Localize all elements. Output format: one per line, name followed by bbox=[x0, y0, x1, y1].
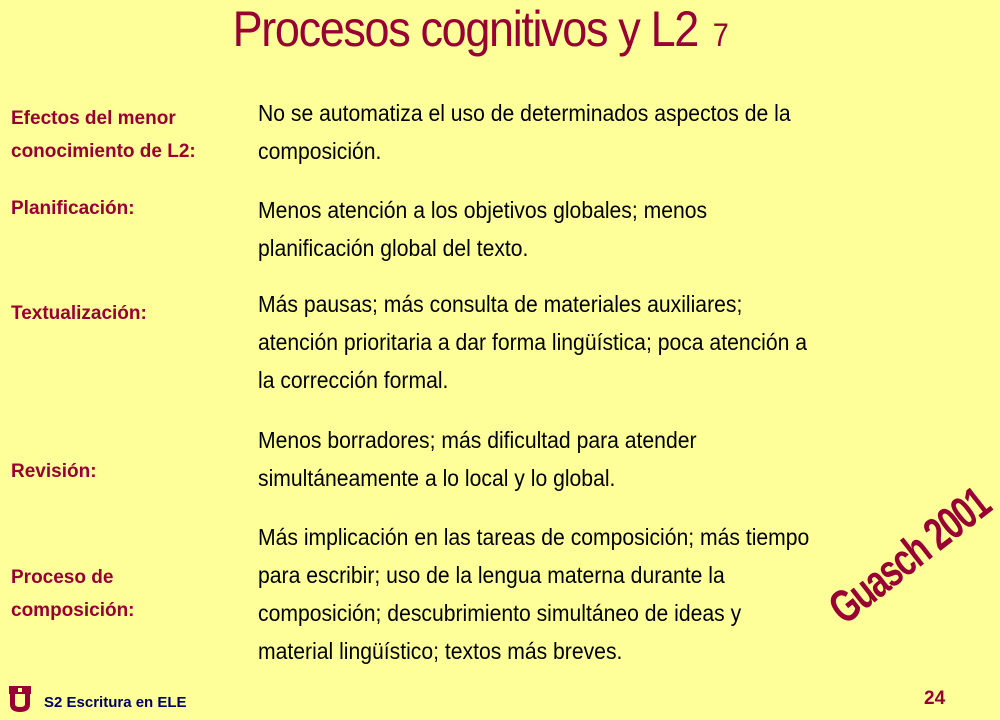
row-label-revision bbox=[11, 455, 97, 488]
course-label: S2 Escritura en ELE bbox=[44, 694, 187, 711]
row-text-line: Menos borradores; más dificultad para atender bbox=[258, 427, 697, 453]
row-label-composition bbox=[11, 561, 135, 627]
row-text-line: No se automatiza el uso de determinados aspectos de la bbox=[258, 100, 791, 126]
row-text-line: Menos atención a los objetivos globales; menos bbox=[258, 197, 708, 223]
row-text-effects bbox=[258, 94, 888, 170]
row-label-line: composición: bbox=[11, 600, 135, 621]
row-text-composition bbox=[258, 518, 888, 670]
row-text-line: atención prioritaria a dar forma lingüística; poca atención a bbox=[258, 329, 808, 355]
row-text-line: Más pausas; más consulta de materiales auxiliares; bbox=[258, 291, 743, 317]
row-text-textualization bbox=[258, 285, 888, 399]
row-text-planning bbox=[258, 191, 888, 267]
university-logo-icon bbox=[6, 684, 34, 714]
row-text-line: simultáneamente a lo local y lo global. bbox=[258, 465, 616, 491]
row-label-line: Planificación: bbox=[11, 198, 135, 219]
page-number: 24 bbox=[924, 688, 946, 709]
row-text-line: Más implicación en las tareas de composición; más tiempo bbox=[258, 524, 810, 550]
row-label-line: Revisión: bbox=[11, 461, 97, 482]
page-title-text: Procesos cognitivos y L2 bbox=[232, 1, 698, 57]
row-label-textualization bbox=[11, 297, 147, 330]
page-title bbox=[48, 0, 912, 64]
row-label-line: Efectos del menor bbox=[11, 108, 176, 129]
row-label-line: conocimiento de L2: bbox=[11, 141, 196, 162]
row-label-line: Textualización: bbox=[11, 303, 147, 324]
slide-subnumber: 7 bbox=[712, 17, 728, 53]
row-text-line: composición; descubrimiento simultáneo de ideas y bbox=[258, 600, 742, 626]
row-label-effects bbox=[11, 102, 196, 168]
row-label-line: Proceso de bbox=[11, 567, 114, 588]
row-text-revision bbox=[258, 421, 888, 497]
row-text-line: planificación global del texto. bbox=[258, 235, 529, 261]
row-text-line: para escribir; uso de la lengua materna durante la bbox=[258, 562, 725, 588]
citation-stamp: Guasch 2001 bbox=[818, 476, 1000, 634]
row-text-line: composición. bbox=[258, 138, 382, 164]
row-text-line: la corrección formal. bbox=[258, 367, 449, 393]
row-text-line: material lingüístico; textos más breves. bbox=[258, 638, 623, 664]
row-label-planning bbox=[11, 192, 135, 225]
